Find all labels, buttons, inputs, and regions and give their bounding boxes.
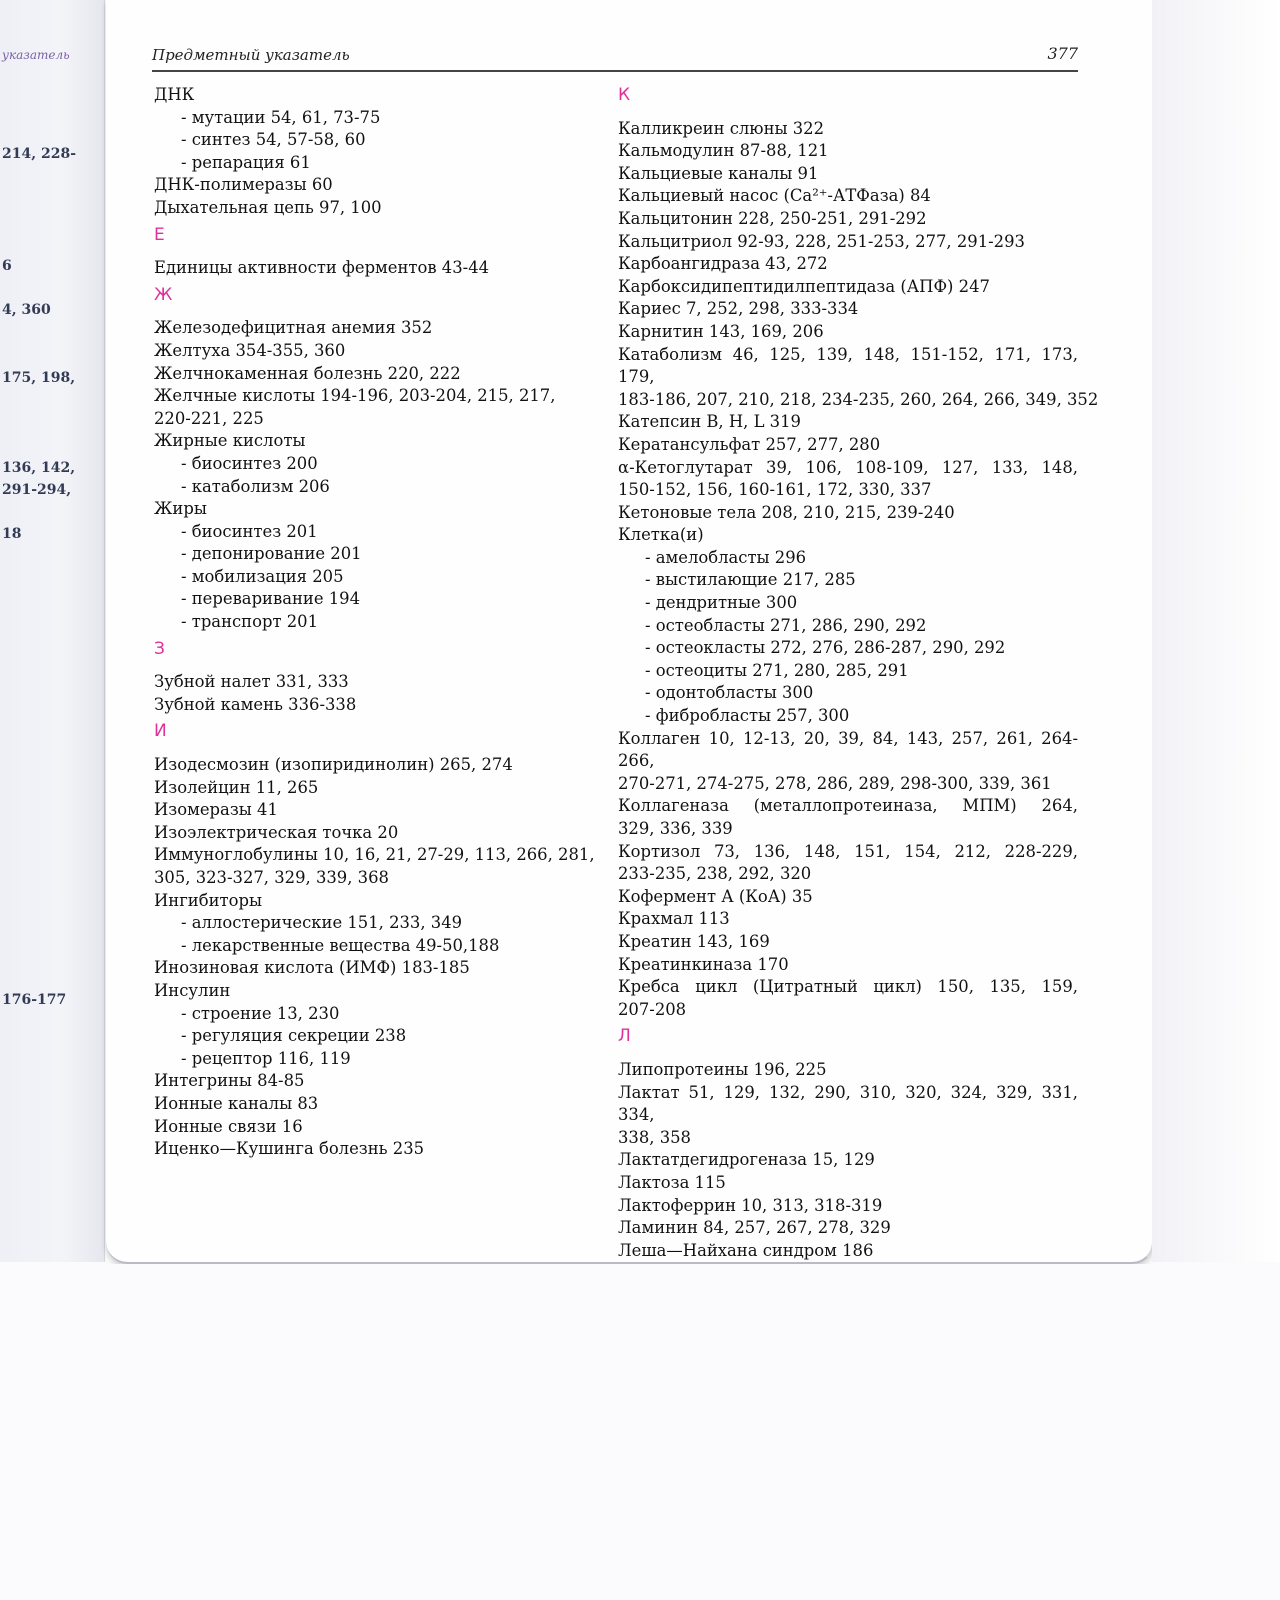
running-header bbox=[152, 42, 1078, 72]
index-entry: Желтуха 354-355, 360 bbox=[154, 340, 346, 360]
index-entry-continuation: 150-152, 156, 160-161, 172, 330, 337 bbox=[618, 480, 932, 500]
index-entry: Зубной налет 331, 333 bbox=[154, 672, 349, 692]
index-entry: Жиры bbox=[154, 499, 207, 519]
index-entry-continuation: 329, 336, 339 bbox=[618, 819, 733, 838]
index-entry: Кальциевый насос (Ca²⁺-АТФаза) 84 bbox=[618, 186, 931, 206]
index-entry: Изоэлектрическая точка 20 bbox=[154, 822, 399, 842]
index-entry: Кальмодулин 87-88, 121 bbox=[618, 141, 829, 161]
scan-background bbox=[0, 1264, 1280, 1600]
index-entry: Кальцитриол 92-93, 228, 251-253, 277, 291-293 bbox=[618, 231, 1025, 251]
index-subentry: - строение 13, 230 bbox=[181, 1003, 340, 1023]
index-entry: Лактатдегидрогеназа 15, 129 bbox=[618, 1150, 875, 1170]
index-entry: Интегрины 84-85 bbox=[154, 1071, 305, 1091]
index-column-right bbox=[618, 84, 1099, 1262]
index-entry: Лактат 51, 129, 132, 290, 310, 320, 324, 329, 331, 334, bbox=[618, 1082, 1078, 1125]
index-entry: Инозиновая кислота (ИМФ) 183-185 bbox=[154, 958, 470, 978]
index-entry: Кетоновые тела 208, 210, 215, 239-240 bbox=[618, 502, 955, 522]
index-subentry: - дендритные 300 bbox=[645, 593, 798, 613]
index-subentry: - биосинтез 200 bbox=[181, 453, 318, 473]
index-subentry: - депонирование 201 bbox=[181, 544, 362, 564]
index-entry: Кальциевые каналы 91 bbox=[618, 163, 819, 183]
index-entry: Кариес 7, 252, 298, 333-334 bbox=[618, 299, 859, 319]
index-entry-continuation: 183-186, 207, 210, 218, 234-235, 260, 264, 266, 349, 352 bbox=[618, 389, 1099, 409]
index-entry-continuation: 207-208 bbox=[618, 999, 687, 1019]
index-subentry: - амелобласты 296 bbox=[645, 547, 807, 567]
index-letter-heading: З bbox=[154, 638, 165, 659]
index-entry: Иммуноглобулины 10, 16, 21, 27-29, 113, 266, 281, bbox=[154, 845, 595, 865]
index-entry-continuation: 305, 323-327, 329, 339, 368 bbox=[154, 868, 389, 887]
index-entry: ДНК bbox=[154, 85, 195, 104]
index-subentry: - катаболизм 206 bbox=[181, 476, 330, 496]
index-entry: Кребса цикл (Цитратный цикл) 150, 135, 159, bbox=[618, 977, 1078, 997]
index-entry: Ингибиторы bbox=[154, 890, 262, 910]
index-subentry: - мобилизация 205 bbox=[181, 566, 344, 586]
index-entry: Крахмал 113 bbox=[618, 909, 730, 929]
index-entry: Креатин 143, 169 bbox=[618, 931, 770, 951]
index-entry: α-Кетоглутарат 39, 106, 108-109, 127, 133, 148, bbox=[618, 457, 1078, 477]
index-subentry: - остеобласты 271, 286, 290, 292 bbox=[645, 615, 927, 635]
index-subentry: - транспорт 201 bbox=[181, 612, 319, 632]
index-entry-continuation: 338, 358 bbox=[618, 1127, 691, 1147]
index-entry: Ламинин 84, 257, 267, 278, 329 bbox=[618, 1218, 891, 1238]
index-entry: Катаболизм 46, 125, 139, 148, 151-152, 171, 173, 179, bbox=[618, 344, 1078, 387]
index-entry: Леша—Найхана синдром 186 bbox=[618, 1240, 874, 1260]
index-subentry: - рецептор 116, 119 bbox=[181, 1048, 351, 1068]
index-entry: Кофермент А (КоА) 35 bbox=[618, 886, 813, 906]
index-subentry: - выстилающие 217, 285 bbox=[645, 570, 856, 590]
index-entry: Клетка(и) bbox=[618, 525, 704, 545]
index-entry: Ионные связи 16 bbox=[154, 1116, 303, 1136]
adjacent-page-fragment: 6 bbox=[2, 258, 12, 274]
index-letter-heading: Л bbox=[618, 1026, 631, 1047]
index-entry: Коллагеназа (металлопротеиназа, МПМ) 264, bbox=[618, 796, 1078, 816]
page-number: 377 bbox=[1047, 44, 1078, 63]
index-entry: Карбоангидраза 43, 272 bbox=[618, 254, 828, 274]
index-entry: Инсулин bbox=[154, 980, 231, 1000]
index-subentry: - фибробласты 257, 300 bbox=[645, 706, 850, 726]
index-entry: Кератансульфат 257, 277, 280 bbox=[618, 434, 881, 454]
index-entry: Иценко—Кушинга болезнь 235 bbox=[154, 1139, 425, 1159]
index-entry: Ионные каналы 83 bbox=[154, 1093, 319, 1113]
index-subentry: - переваривание 194 bbox=[181, 589, 361, 609]
index-entry: Желчные кислоты 194-196, 203-204, 215, 217, bbox=[154, 386, 556, 406]
index-entry: Зубной камень 336-338 bbox=[154, 694, 357, 714]
index-subentry: - одонтобласты 300 bbox=[645, 683, 814, 703]
index-letter-heading: Ж bbox=[154, 284, 173, 305]
index-entry: Изодесмозин (изопиридинолин) 265, 274 bbox=[154, 755, 513, 775]
adjacent-page-fragment: 4, 360 bbox=[2, 302, 51, 318]
index-subentry: - синтез 54, 57-58, 60 bbox=[181, 130, 366, 150]
index-entry: Коллаген 10, 12-13, 20, 39, 84, 143, 257, 261, 264-266, bbox=[618, 728, 1078, 771]
index-entry: Желчнокаменная болезнь 220, 222 bbox=[154, 363, 461, 383]
index-entry: Единицы активности ферментов 43-44 bbox=[154, 258, 490, 278]
index-letter-heading: К bbox=[618, 85, 631, 105]
index-entry: Изомеразы 41 bbox=[154, 800, 278, 820]
index-subentry: - биосинтез 201 bbox=[181, 521, 318, 541]
adjacent-page-fragment: 136, 142, bbox=[2, 460, 76, 476]
index-entry: Катепсин B, H, L 319 bbox=[618, 412, 801, 432]
index-subentry: - аллостерические 151, 233, 349 bbox=[181, 913, 463, 933]
page-edge-margin bbox=[1152, 0, 1280, 1262]
index-subentry: - репарация 61 bbox=[181, 152, 311, 172]
index-entry: Креатинкиназа 170 bbox=[618, 954, 789, 974]
index-entry-continuation: 270-271, 274-275, 278, 286, 289, 298-300, 339, 361 bbox=[618, 773, 1052, 793]
index-column-left bbox=[154, 84, 594, 1161]
index-entry: Кортизол 73, 136, 148, 151, 154, 212, 228-229, bbox=[618, 841, 1078, 861]
adjacent-page-fragment: 214, 228- bbox=[2, 146, 77, 162]
index-subentry: - остеокласты 272, 276, 286-287, 290, 292 bbox=[645, 638, 1006, 658]
index-entry: Карнитин 143, 169, 206 bbox=[618, 321, 824, 341]
index-subentry: - мутации 54, 61, 73-75 bbox=[181, 107, 381, 127]
index-entry: Калликреин слюны 322 bbox=[618, 118, 825, 138]
index-entry-continuation: 220-221, 225 bbox=[154, 408, 264, 428]
index-entry: Лактоза 115 bbox=[618, 1172, 726, 1192]
index-entry: Лактоферрин 10, 313, 318-319 bbox=[618, 1195, 883, 1215]
index-subentry: - остеоциты 271, 280, 285, 291 bbox=[645, 660, 909, 680]
index-entry: Кальцитонин 228, 250-251, 291-292 bbox=[618, 208, 927, 228]
book-page bbox=[106, 0, 1154, 1264]
adjacent-page-fragment: 176-177 bbox=[2, 992, 67, 1008]
index-subentry: - лекарственные вещества 49-50,188 bbox=[181, 935, 500, 955]
header-title: Предметный указатель bbox=[152, 46, 350, 64]
index-entry: ДНК-полимеразы 60 bbox=[154, 175, 333, 195]
index-entry: Дыхательная цепь 97, 100 bbox=[154, 197, 382, 217]
adjacent-page-fragment: 18 bbox=[2, 526, 22, 542]
index-letter-heading: Е bbox=[154, 224, 165, 245]
adjacent-page-header: указатель bbox=[2, 48, 70, 62]
index-entry: Липопротеины 196, 225 bbox=[618, 1059, 827, 1079]
adjacent-page-strip bbox=[0, 0, 105, 1262]
adjacent-page-fragment: 291-294, bbox=[2, 482, 72, 498]
index-entry-continuation: 233-235, 238, 292, 320 bbox=[618, 864, 812, 884]
index-entry: Карбоксидипептидилпептидаза (АПФ) 247 bbox=[618, 276, 990, 296]
index-entry: Изолейцин 11, 265 bbox=[154, 777, 319, 797]
index-letter-heading: И bbox=[154, 721, 167, 742]
index-entry: Жирные кислоты bbox=[154, 431, 306, 451]
index-entry: Железодефицитная анемия 352 bbox=[154, 318, 433, 338]
index-subentry: - регуляция секреции 238 bbox=[181, 1026, 407, 1046]
adjacent-page-fragment: 175, 198, bbox=[2, 370, 76, 386]
